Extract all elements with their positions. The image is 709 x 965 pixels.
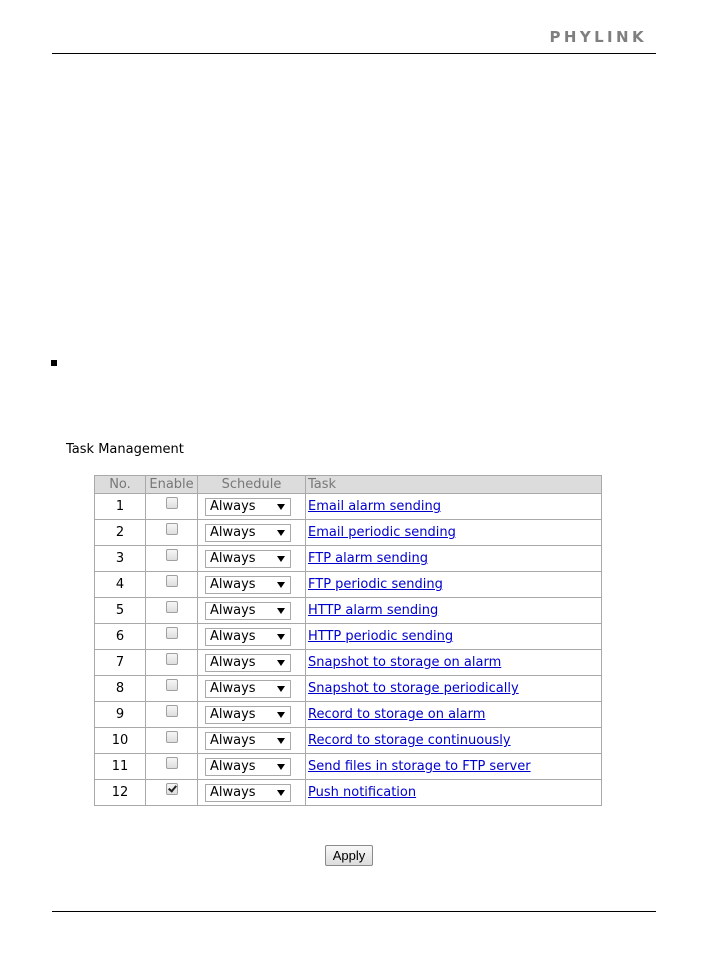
task-link[interactable]: HTTP periodic sending [308,629,454,644]
schedule-cell [198,598,306,624]
header-schedule: Schedule [198,476,306,494]
enable-cell [146,702,198,728]
header-no: No. [95,476,146,494]
schedule-select[interactable] [205,628,291,646]
enable-cell [146,650,198,676]
table-row [95,650,602,676]
row-number: 12 [95,780,146,806]
task-table [94,475,602,806]
task-cell [306,598,602,624]
row-number: 7 [95,650,146,676]
schedule-value: Always [210,576,256,592]
task-link[interactable]: Record to storage on alarm [308,707,486,722]
table-row [95,598,602,624]
table-row [95,520,602,546]
table-row [95,754,602,780]
schedule-value: Always [210,628,256,644]
header-enable: Enable [146,476,198,494]
task-cell [306,702,602,728]
dropdown-arrow-icon [277,582,285,588]
table-row [95,702,602,728]
task-cell [306,650,602,676]
footer-divider [52,911,656,912]
enable-cell [146,780,198,806]
table-row [95,624,602,650]
task-cell [306,728,602,754]
dropdown-arrow-icon [277,712,285,718]
table-row [95,494,602,520]
task-link[interactable]: Push notification [308,785,417,800]
enable-checkbox[interactable] [166,575,178,587]
enable-checkbox[interactable] [166,783,178,795]
table-header-row [95,476,602,494]
task-link[interactable]: Snapshot to storage periodically [308,681,519,696]
dropdown-arrow-icon [277,686,285,692]
dropdown-arrow-icon [277,634,285,640]
task-link[interactable]: Email periodic sending [308,525,456,540]
schedule-cell [198,546,306,572]
task-link[interactable]: FTP alarm sending [308,551,428,566]
enable-checkbox[interactable] [166,497,178,509]
dropdown-arrow-icon [277,530,285,536]
schedule-select[interactable] [205,654,291,672]
enable-checkbox[interactable] [166,601,178,613]
task-link[interactable]: FTP periodic sending [308,577,443,592]
schedule-value: Always [210,706,256,722]
row-number: 6 [95,624,146,650]
dropdown-arrow-icon [277,660,285,666]
enable-cell [146,572,198,598]
schedule-cell [198,728,306,754]
schedule-value: Always [210,550,256,566]
dropdown-arrow-icon [277,738,285,744]
task-cell [306,754,602,780]
enable-cell [146,494,198,520]
dropdown-arrow-icon [277,504,285,510]
header-task: Task [306,476,602,494]
enable-checkbox[interactable] [166,757,178,769]
schedule-cell [198,494,306,520]
schedule-value: Always [210,498,256,514]
task-link[interactable]: Record to storage continuously [308,733,511,748]
header-divider [52,53,656,54]
task-cell [306,624,602,650]
section-title: Task Management [66,442,184,457]
enable-cell [146,728,198,754]
square-bullet-icon [51,360,57,366]
task-cell [306,572,602,598]
enable-checkbox[interactable] [166,731,178,743]
task-link[interactable]: Email alarm sending [308,499,442,514]
schedule-value: Always [210,654,256,670]
table-row [95,572,602,598]
schedule-cell [198,520,306,546]
schedule-select[interactable] [205,680,291,698]
table-row [95,676,602,702]
schedule-select[interactable] [205,602,291,620]
enable-checkbox[interactable] [166,653,178,665]
schedule-cell [198,702,306,728]
row-number: 5 [95,598,146,624]
table-row [95,780,602,806]
schedule-value: Always [210,732,256,748]
row-number: 1 [95,494,146,520]
enable-cell [146,520,198,546]
task-rows [95,494,602,806]
task-link[interactable]: Send files in storage to FTP server [308,759,531,774]
schedule-select[interactable] [205,524,291,542]
schedule-select[interactable] [205,576,291,594]
dropdown-arrow-icon [277,556,285,562]
enable-checkbox[interactable] [166,705,178,717]
schedule-cell [198,572,306,598]
schedule-value: Always [210,602,256,618]
table-row [95,728,602,754]
schedule-value: Always [210,680,256,696]
brand-logo: PHYLINK [549,28,647,46]
enable-checkbox[interactable] [166,549,178,561]
enable-cell [146,754,198,780]
enable-cell [146,624,198,650]
enable-cell [146,598,198,624]
row-number: 2 [95,520,146,546]
task-cell [306,546,602,572]
dropdown-arrow-icon [277,790,285,796]
schedule-value: Always [210,524,256,540]
enable-cell [146,546,198,572]
row-number: 10 [95,728,146,754]
task-cell [306,494,602,520]
schedule-cell [198,650,306,676]
schedule-cell [198,754,306,780]
row-number: 11 [95,754,146,780]
dropdown-arrow-icon [277,764,285,770]
schedule-select[interactable] [205,732,291,750]
schedule-cell [198,676,306,702]
enable-cell [146,676,198,702]
task-cell [306,676,602,702]
row-number: 4 [95,572,146,598]
schedule-select[interactable] [205,758,291,776]
row-number: 8 [95,676,146,702]
schedule-select[interactable] [205,498,291,516]
schedule-select[interactable] [205,706,291,724]
table-row [95,546,602,572]
schedule-select[interactable] [205,784,291,802]
schedule-cell [198,780,306,806]
row-number: 3 [95,546,146,572]
schedule-select[interactable] [205,550,291,568]
row-number: 9 [95,702,146,728]
enable-checkbox[interactable] [166,627,178,639]
schedule-value: Always [210,784,256,800]
task-link[interactable]: Snapshot to storage on alarm [308,655,502,670]
enable-checkbox[interactable] [166,523,178,535]
schedule-value: Always [210,758,256,774]
task-cell [306,780,602,806]
task-cell [306,520,602,546]
task-link[interactable]: HTTP alarm sending [308,603,439,618]
apply-button[interactable]: Apply [325,845,373,866]
dropdown-arrow-icon [277,608,285,614]
enable-checkbox[interactable] [166,679,178,691]
schedule-cell [198,624,306,650]
